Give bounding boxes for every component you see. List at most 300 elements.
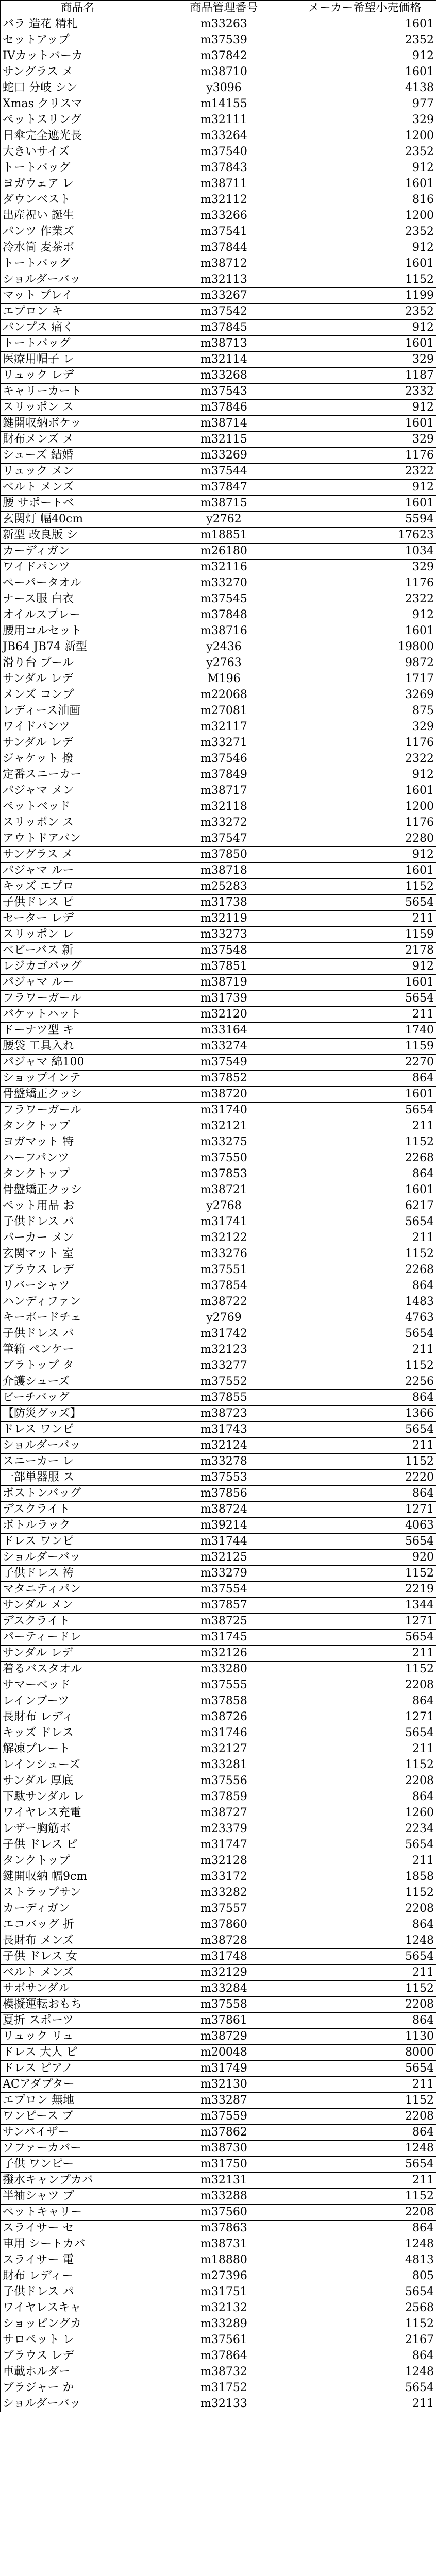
product-name-cell: 大きいサイズ <box>1 144 155 160</box>
table-row <box>1 2332 436 2348</box>
table-row <box>1 320 436 336</box>
table-row <box>1 1438 436 1454</box>
retail-price-cell: 1176 <box>293 735 436 751</box>
table-row <box>1 1965 436 1981</box>
product-name-cell: 冷水筒 麦茶ボ <box>1 240 155 256</box>
table-row <box>1 655 436 671</box>
product-code-cell: m33275 <box>155 1134 293 1150</box>
retail-price-cell: 1200 <box>293 128 436 144</box>
product-code-cell: m33288 <box>155 2189 293 2205</box>
retail-price-cell: 211 <box>293 2077 436 2093</box>
retail-price-cell: 2270 <box>293 1055 436 1071</box>
retail-price-cell: 1740 <box>293 1023 436 1039</box>
table-row <box>1 911 436 927</box>
table-row <box>1 943 436 959</box>
product-name-cell: サロペット レ <box>1 2332 155 2348</box>
table-row <box>1 1294 436 1310</box>
product-name-cell: Xmas クリスマ <box>1 96 155 112</box>
product-code-cell: m33267 <box>155 288 293 304</box>
retail-price-cell: 1271 <box>293 1502 436 1518</box>
product-code-cell: m37853 <box>155 1166 293 1182</box>
table-row <box>1 1278 436 1294</box>
table-row <box>1 1390 436 1406</box>
product-name-cell: パジャマ 綿100 <box>1 1055 155 1071</box>
product-name-cell: リュック リュ <box>1 2029 155 2045</box>
retail-price-cell: 2568 <box>293 2300 436 2316</box>
table-row <box>1 160 436 176</box>
product-name-cell: 子供 ドレス 女 <box>1 1949 155 1965</box>
product-name-cell: フラワーガール <box>1 991 155 1007</box>
table-row <box>1 1150 436 1166</box>
product-name-cell: オイルスプレー <box>1 607 155 623</box>
product-name-cell: レジカゴバッグ <box>1 959 155 975</box>
product-code-cell: m31740 <box>155 1103 293 1118</box>
retail-price-cell: 912 <box>293 847 436 863</box>
product-name-cell: 定番スニーカー <box>1 767 155 783</box>
product-name-cell: ペットスリング <box>1 112 155 128</box>
retail-price-cell: 816 <box>293 192 436 208</box>
product-name-cell: ACアダプター <box>1 2077 155 2093</box>
table-row <box>1 703 436 719</box>
retail-price-cell: 1159 <box>293 1039 436 1055</box>
product-name-cell: メンズ コンプ <box>1 687 155 703</box>
product-code-cell: m33263 <box>155 16 293 32</box>
retail-price-cell: 4138 <box>293 80 436 96</box>
retail-price-cell: 1200 <box>293 208 436 224</box>
table-row <box>1 1198 436 1214</box>
product-name-cell: ペットベッド <box>1 799 155 815</box>
table-row <box>1 847 436 863</box>
retail-price-cell: 1601 <box>293 863 436 879</box>
product-code-cell: m37863 <box>155 2221 293 2236</box>
table-row <box>1 192 436 208</box>
product-code-cell: y2763 <box>155 655 293 671</box>
table-row <box>1 1805 436 1821</box>
product-name-cell: サンダル メン <box>1 1598 155 1614</box>
product-code-cell: y2768 <box>155 1198 293 1214</box>
product-code-cell: y2769 <box>155 1310 293 1326</box>
retail-price-cell: 864 <box>293 1071 436 1087</box>
table-row <box>1 799 436 815</box>
product-name-cell: スリッポン ス <box>1 400 155 416</box>
retail-price-cell: 864 <box>293 2348 436 2364</box>
product-code-cell: m37551 <box>155 1262 293 1278</box>
product-name-cell: ドレス ワンピ <box>1 1422 155 1438</box>
table-row <box>1 432 436 448</box>
retail-price-cell: 1271 <box>293 1709 436 1725</box>
product-name-cell: タンクトップ <box>1 1853 155 1869</box>
product-code-cell: m33289 <box>155 2316 293 2332</box>
product-code-cell: m37851 <box>155 959 293 975</box>
product-code-cell: m33279 <box>155 1566 293 1582</box>
retail-price-cell: 5654 <box>293 2061 436 2077</box>
product-name-cell: ヨガマット 特 <box>1 1134 155 1150</box>
table-row <box>1 2252 436 2268</box>
retail-price-cell: 1176 <box>293 815 436 831</box>
product-code-cell: m37855 <box>155 1390 293 1406</box>
retail-price-cell: 1601 <box>293 16 436 32</box>
retail-price-cell: 5654 <box>293 895 436 911</box>
product-code-cell: m37846 <box>155 400 293 416</box>
retail-price-cell: 1260 <box>293 1805 436 1821</box>
table-row <box>1 544 436 560</box>
table-row <box>1 288 436 304</box>
table-row <box>1 1789 436 1805</box>
retail-price-cell: 912 <box>293 480 436 496</box>
retail-price-cell: 5654 <box>293 2380 436 2396</box>
product-name-cell: サンダル レデ <box>1 1646 155 1662</box>
product-name-cell: 【防災グッズ】 <box>1 1406 155 1422</box>
retail-price-cell: 1034 <box>293 544 436 560</box>
product-code-cell: m37845 <box>155 320 293 336</box>
header-retail-price: メーカー希望小売価格 <box>293 1 436 16</box>
product-name-cell: 介護シューズ <box>1 1374 155 1390</box>
retail-price-cell: 864 <box>293 1166 436 1182</box>
product-name-cell: 鍵開収納 幅9cm <box>1 1869 155 1885</box>
retail-price-cell: 2352 <box>293 304 436 320</box>
product-code-cell: m38716 <box>155 623 293 639</box>
product-name-cell: 財布メンズ メ <box>1 432 155 448</box>
retail-price-cell: 4813 <box>293 2252 436 2268</box>
table-row <box>1 512 436 528</box>
retail-price-cell: 864 <box>293 1278 436 1294</box>
table-row <box>1 1869 436 1885</box>
product-name-cell: ベビーバス 新 <box>1 943 155 959</box>
product-name-cell: 子供ドレス パ <box>1 2284 155 2300</box>
product-code-cell: m32119 <box>155 911 293 927</box>
table-row <box>1 1039 436 1055</box>
product-name-cell: キッズ ドレス <box>1 1725 155 1741</box>
retail-price-cell: 5654 <box>293 1103 436 1118</box>
table-row <box>1 1103 436 1118</box>
product-code-cell: m37545 <box>155 591 293 607</box>
product-code-cell: m38721 <box>155 1182 293 1198</box>
table-row <box>1 1071 436 1087</box>
product-code-cell: m33164 <box>155 1023 293 1039</box>
table-row <box>1 639 436 655</box>
product-name-cell: 車用 シートカバ <box>1 2236 155 2252</box>
table-row <box>1 1326 436 1342</box>
table-row <box>1 448 436 464</box>
product-code-cell: m25283 <box>155 879 293 895</box>
retail-price-cell: 1248 <box>293 2141 436 2157</box>
product-name-cell: 腰袋 工具入れ <box>1 1039 155 1055</box>
table-row <box>1 2396 436 2412</box>
product-code-cell: m33274 <box>155 1039 293 1055</box>
table-row <box>1 1630 436 1646</box>
product-code-cell: m32121 <box>155 1118 293 1134</box>
product-code-cell: m32133 <box>155 2396 293 2412</box>
product-code-cell: m37860 <box>155 1917 293 1933</box>
product-name-cell: パジャマ ルー <box>1 863 155 879</box>
retail-price-cell: 1717 <box>293 671 436 687</box>
retail-price-cell: 1152 <box>293 1454 436 1470</box>
retail-price-cell: 1601 <box>293 176 436 192</box>
table-row <box>1 1646 436 1662</box>
retail-price-cell: 864 <box>293 2221 436 2236</box>
table-row <box>1 2316 436 2332</box>
retail-price-cell: 912 <box>293 320 436 336</box>
product-name-cell: ヨガウェア レ <box>1 176 155 192</box>
product-code-cell: m31751 <box>155 2284 293 2300</box>
retail-price-cell: 864 <box>293 2125 436 2141</box>
product-code-cell: m32130 <box>155 2077 293 2093</box>
product-code-cell: m37862 <box>155 2125 293 2141</box>
table-row <box>1 2236 436 2252</box>
product-code-cell: m38710 <box>155 64 293 80</box>
retail-price-cell: 329 <box>293 352 436 368</box>
retail-price-cell: 1248 <box>293 2364 436 2380</box>
table-row <box>1 863 436 879</box>
product-name-cell: デスクライト <box>1 1614 155 1630</box>
retail-price-cell: 5654 <box>293 2284 436 2300</box>
product-name-cell: ストラップサン <box>1 1885 155 1901</box>
product-code-cell: m31748 <box>155 1949 293 1965</box>
product-code-cell: m38713 <box>155 336 293 352</box>
product-name-cell: レザー胸筋ボ <box>1 1821 155 1837</box>
product-code-cell: m22068 <box>155 687 293 703</box>
product-code-cell: m27396 <box>155 2268 293 2284</box>
retail-price-cell: 211 <box>293 2173 436 2189</box>
table-row <box>1 1055 436 1071</box>
product-name-cell: ビーチバッグ <box>1 1390 155 1406</box>
product-code-cell: y2762 <box>155 512 293 528</box>
product-name-cell: タンクトップ <box>1 1118 155 1134</box>
retail-price-cell: 3269 <box>293 687 436 703</box>
product-name-cell: トートバッグ <box>1 256 155 272</box>
table-row <box>1 1885 436 1901</box>
product-name-cell: ワンピース ブ <box>1 2109 155 2125</box>
product-code-cell: m23379 <box>155 1821 293 1837</box>
product-name-cell: ワイドパンツ <box>1 560 155 575</box>
retail-price-cell: 5654 <box>293 1422 436 1438</box>
retail-price-cell: 329 <box>293 112 436 128</box>
table-row <box>1 719 436 735</box>
table-row <box>1 1230 436 1246</box>
product-name-cell: ドレス 大人 ピ <box>1 2045 155 2061</box>
retail-price-cell: 5654 <box>293 1949 436 1965</box>
table-row <box>1 272 436 288</box>
product-code-cell: m37539 <box>155 32 293 48</box>
table-row <box>1 384 436 400</box>
retail-price-cell: 1483 <box>293 1294 436 1310</box>
product-name-cell: ハーフパンツ <box>1 1150 155 1166</box>
product-name-cell: パジャマ メン <box>1 783 155 799</box>
product-code-cell: m37842 <box>155 48 293 64</box>
retail-price-cell: 8000 <box>293 2045 436 2061</box>
retail-price-cell: 1248 <box>293 1933 436 1949</box>
retail-price-cell: 864 <box>293 1390 436 1406</box>
product-code-cell: m31745 <box>155 1630 293 1646</box>
product-code-cell: m32129 <box>155 1965 293 1981</box>
retail-price-cell: 805 <box>293 2268 436 2284</box>
table-row <box>1 1534 436 1550</box>
product-code-cell: m31747 <box>155 1837 293 1853</box>
product-code-cell: m38718 <box>155 863 293 879</box>
retail-price-cell: 864 <box>293 1789 436 1805</box>
product-name-cell: ドレス ワンピ <box>1 1534 155 1550</box>
product-name-cell: 玄関灯 幅40cm <box>1 512 155 528</box>
product-code-cell: m37559 <box>155 2109 293 2125</box>
table-row <box>1 1502 436 1518</box>
product-name-cell: バラ 造花 精札 <box>1 16 155 32</box>
product-code-cell: m37542 <box>155 304 293 320</box>
product-code-cell: m32123 <box>155 1342 293 1358</box>
product-code-cell: m33276 <box>155 1246 293 1262</box>
product-name-cell: トートバッグ <box>1 160 155 176</box>
table-row <box>1 767 436 783</box>
product-name-cell: ペーパータオル <box>1 575 155 591</box>
table-row <box>1 1917 436 1933</box>
table-row <box>1 240 436 256</box>
table-row <box>1 224 436 240</box>
product-name-cell: 筆箱 ペンケー <box>1 1342 155 1358</box>
table-row <box>1 1582 436 1598</box>
product-code-cell: m37854 <box>155 1278 293 1294</box>
product-code-cell: m18880 <box>155 2252 293 2268</box>
table-row <box>1 1901 436 1917</box>
product-name-cell: パンプス 痛く <box>1 320 155 336</box>
retail-price-cell: 5594 <box>293 512 436 528</box>
table-row <box>1 1773 436 1789</box>
retail-price-cell: 912 <box>293 767 436 783</box>
retail-price-cell: 1344 <box>293 1598 436 1614</box>
product-code-cell: m33264 <box>155 128 293 144</box>
table-row <box>1 2173 436 2189</box>
table-row <box>1 2348 436 2364</box>
product-name-cell: セーター レデ <box>1 911 155 927</box>
table-row <box>1 575 436 591</box>
table-row <box>1 1118 436 1134</box>
product-name-cell: 撥水キャンプカバ <box>1 2173 155 2189</box>
table-row <box>1 352 436 368</box>
product-code-cell: m31739 <box>155 991 293 1007</box>
product-code-cell: m37553 <box>155 1470 293 1486</box>
table-row <box>1 96 436 112</box>
product-name-cell: ブラトップ タ <box>1 1358 155 1374</box>
product-code-cell: m37543 <box>155 384 293 400</box>
table-row <box>1 144 436 160</box>
table-row <box>1 1454 436 1470</box>
retail-price-cell: 1176 <box>293 575 436 591</box>
product-name-cell: ドーナツ型 キ <box>1 1023 155 1039</box>
product-code-cell: m32112 <box>155 192 293 208</box>
retail-price-cell: 211 <box>293 1342 436 1358</box>
product-code-cell: m38727 <box>155 1805 293 1821</box>
product-name-cell: 子供ドレス 袴 <box>1 1566 155 1582</box>
product-name-cell: サンダル レデ <box>1 671 155 687</box>
table-row <box>1 1598 436 1614</box>
table-row <box>1 64 436 80</box>
product-code-cell: m33266 <box>155 208 293 224</box>
table-row <box>1 1662 436 1677</box>
retail-price-cell: 5654 <box>293 1214 436 1230</box>
product-name-cell: 出産祝い 誕生 <box>1 208 155 224</box>
product-name-cell: サンダル 厚底 <box>1 1773 155 1789</box>
table-row <box>1 2045 436 2061</box>
product-code-cell: m37561 <box>155 2332 293 2348</box>
table-row <box>1 2157 436 2173</box>
product-code-cell: y2436 <box>155 639 293 655</box>
table-row <box>1 496 436 512</box>
product-name-cell: ソファーカバー <box>1 2141 155 2157</box>
product-name-cell: キッズ エプロ <box>1 879 155 895</box>
table-row <box>1 2300 436 2316</box>
retail-price-cell: 912 <box>293 160 436 176</box>
retail-price-cell: 1601 <box>293 416 436 432</box>
retail-price-cell: 2208 <box>293 2109 436 2125</box>
retail-price-cell: 1601 <box>293 1182 436 1198</box>
retail-price-cell: 912 <box>293 48 436 64</box>
product-code-cell: m37849 <box>155 767 293 783</box>
retail-price-cell: 2167 <box>293 2332 436 2348</box>
table-row <box>1 1725 436 1741</box>
retail-price-cell: 211 <box>293 1438 436 1454</box>
retail-price-cell: 5654 <box>293 991 436 1007</box>
retail-price-cell: 2322 <box>293 751 436 767</box>
retail-price-cell: 4763 <box>293 1310 436 1326</box>
product-name-cell: エコバッグ 折 <box>1 1917 155 1933</box>
product-code-cell: m33172 <box>155 1869 293 1885</box>
table-row <box>1 2221 436 2236</box>
product-code-cell: m31746 <box>155 1725 293 1741</box>
table-row <box>1 2125 436 2141</box>
product-code-cell: m37852 <box>155 1071 293 1087</box>
product-code-cell: m38728 <box>155 1933 293 1949</box>
product-code-cell: m37540 <box>155 144 293 160</box>
product-name-cell: パジャマ ルー <box>1 975 155 991</box>
retail-price-cell: 1248 <box>293 2236 436 2252</box>
product-name-cell: サンバイザー <box>1 2125 155 2141</box>
product-code-cell: m38722 <box>155 1294 293 1310</box>
product-name-cell: ベルト メンズ <box>1 480 155 496</box>
product-name-cell: サングラス メ <box>1 847 155 863</box>
retail-price-cell: 1601 <box>293 1087 436 1103</box>
product-name-cell: 新型 改良版 シ <box>1 528 155 544</box>
product-name-cell: 鍵開収納ボケッ <box>1 416 155 432</box>
retail-price-cell: 2178 <box>293 943 436 959</box>
product-code-cell: m38726 <box>155 1709 293 1725</box>
product-name-cell: 子供 ドレス ピ <box>1 1837 155 1853</box>
product-code-cell: m37859 <box>155 1789 293 1805</box>
table-row <box>1 2029 436 2045</box>
product-name-cell: 子供ドレス パ <box>1 1326 155 1342</box>
retail-price-cell: 211 <box>293 1853 436 1869</box>
retail-price-cell: 1152 <box>293 1134 436 1150</box>
retail-price-cell: 2208 <box>293 1997 436 2013</box>
product-name-cell: 蛇口 分岐 シン <box>1 80 155 96</box>
product-code-cell: m38714 <box>155 416 293 432</box>
product-code-cell: m33282 <box>155 1885 293 1901</box>
table-row <box>1 2380 436 2396</box>
table-body <box>1 16 436 2412</box>
product-name-cell: ワイドパンツ <box>1 719 155 735</box>
product-code-cell: m38731 <box>155 2236 293 2252</box>
retail-price-cell: 2208 <box>293 2205 436 2221</box>
product-code-cell: m33272 <box>155 815 293 831</box>
product-name-cell: ブラウス レデ <box>1 1262 155 1278</box>
retail-price-cell: 920 <box>293 1550 436 1566</box>
product-code-cell: m33273 <box>155 927 293 943</box>
product-code-cell: m32131 <box>155 2173 293 2189</box>
product-name-cell: ナース服 白衣 <box>1 591 155 607</box>
table-row <box>1 1677 436 1693</box>
table-row <box>1 1262 436 1278</box>
product-code-cell: m14155 <box>155 96 293 112</box>
retail-price-cell: 1152 <box>293 1757 436 1773</box>
product-code-cell: m26180 <box>155 544 293 560</box>
product-name-cell: JB64 JB74 新型 <box>1 639 155 655</box>
